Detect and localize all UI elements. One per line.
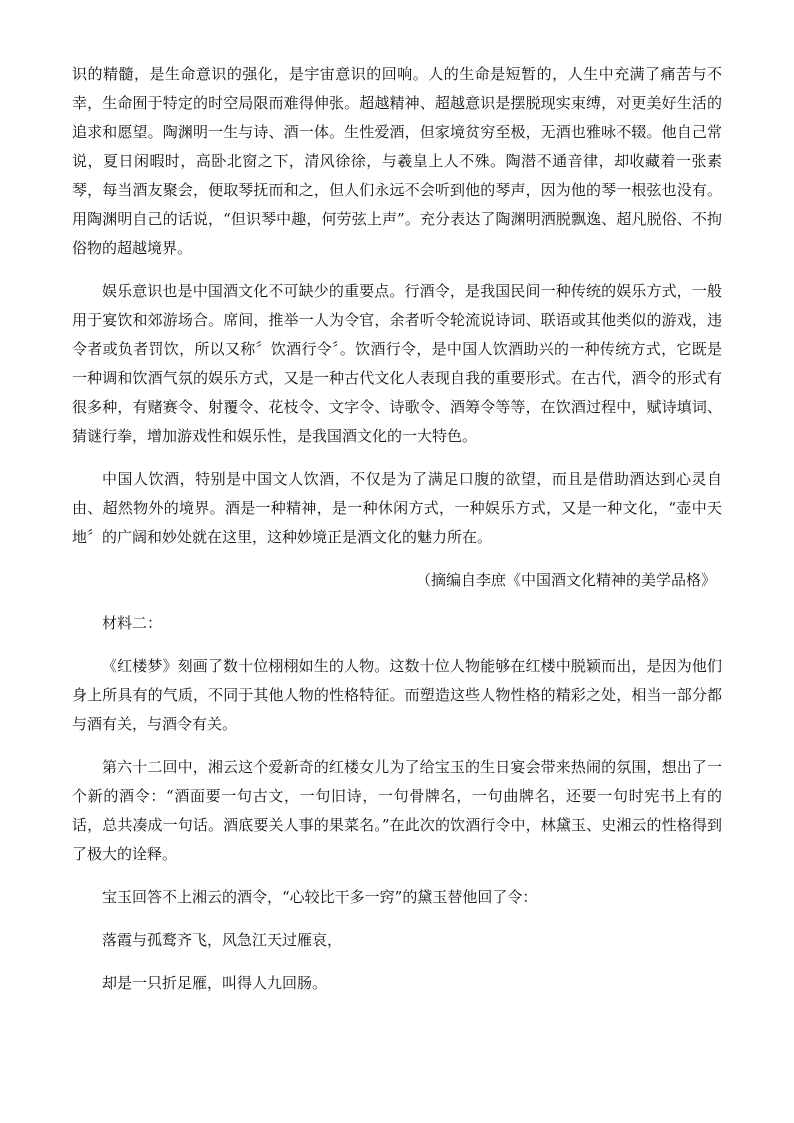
poem-line-2: 却是一只折足雁，叫得人九回肠。 [102, 974, 328, 992]
material-two-heading: 材料二： [102, 614, 163, 632]
paragraph-hongloumeng: 《红楼梦》刻画了数十位栩栩如生的人物。这数十位人物能够在红楼中脱颖而出，是因为他们身上所具有的气质，不同于其他人物的性格特征。而塑造这些人物性格的精彩之处，相当一部分都与酒有关，与酒令有关。 [72, 657, 722, 733]
paragraph-literati-drinking: 中国人饮酒，特别是中国文人饮酒，不仅是为了满足口腹的欲望，而且是借助酒达到心灵自由、超然物外的境界。酒是一种精神，是一种休闲方式，一种娱乐方式，又是一种文化，“壶中天地〞的广阔和妙处就在这里，这种妙境正是酒文化的魅力所在。 [72, 470, 722, 546]
paragraph-entertainment: 娱乐意识也是中国酒文化不可缺少的重要点。行酒令，是我国民间一种传统的娱乐方式，一般用于宴饮和郊游场合。席间，推举一人为令官，余者听令轮流说诗词、联语或其他类似的游戏，违令者或负者罚饮，所以又称〞饮酒行令〞。饮酒行令，是中国人饮酒助兴的一种传统方式，它既是一种调和饮酒气氛的娱乐方式，又是一种古代文化人表现自我的重要形式。在古代，酒令的形式有很多种，有赌赛令、射覆令、花枝令、文字令、诗歌令、酒筹令等等，在饮酒过程中，赋诗填词、猜谜行拳，增加游戏性和娱乐性，是我国酒文化的一大特色。 [72, 282, 722, 445]
paragraph-chapter-62: 第六十二回中，湘云这个爱新奇的红楼女儿为了给宝玉的生日宴会带来热闹的氛围，想出了一个新的酒令：“酒面要一句古文，一句旧诗，一句骨牌名，一句曲牌名，还要一句时宪书上有的话，总共凑成一句话。酒底要关人事的果菜名。”在此次的饮酒行令中，林黛玉、史湘云的性格得到了极大的诠释。 [72, 758, 722, 863]
source-citation: （摘编自李庶《中国酒文化精神的美学品格》 [415, 571, 716, 589]
paragraph-daiyu-reply: 宝玉回答不上湘云的酒令，“心较比干多一窍”的黛玉替他回了令： [102, 888, 538, 906]
paragraph-transcendence: 识的精髓，是生命意识的强化，是宇宙意识的回响。人的生命是短暂的，人生中充满了痛苦与不幸，生命囿于特定的时空局限而难得伸张。超越精神、超越意识是摆脱现实束缚，对更美好生活的追求和愿望。陶渊明一生与诗、酒一体。生性爱酒，但家境贫穷至极，无酒也雅咏不辍。他自己常说，夏日闲暇时，高卧北窗之下，清风徐徐，与羲皇上人不殊。陶潜不通音律，却收藏着一张素琴，每当酒友聚会，便取琴抚而和之，但人们永远不会听到他的琴声，因为他的琴一根弦也没有。用陶渊明自己的话说，“但识琴中趣，何劳弦上声”。充分表达了陶渊明洒脱飘逸、超凡脱俗、不拘俗物的超越境界。 [72, 65, 722, 257]
poem-line-1: 落霞与孤鹜齐飞，风急江天过雁哀， [102, 931, 343, 949]
document-page [72, 60, 722, 1012]
